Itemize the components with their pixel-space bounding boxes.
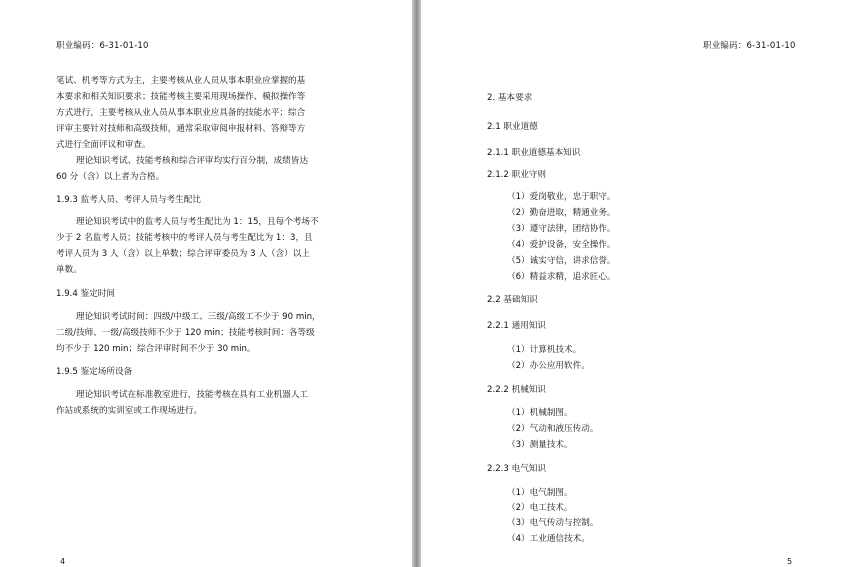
page-number: 5 — [787, 557, 793, 566]
paragraph-line: 理论知识考试中的监考人员与考生配比为 1：15，且每个考场不 — [76, 217, 319, 227]
paragraph-line: 单数。 — [56, 265, 82, 275]
section-heading: 1.9.5 鉴定场所设备 — [56, 367, 133, 377]
paragraph-line: 60 分（含）以上者为合格。 — [56, 172, 165, 182]
page-gutter — [412, 0, 421, 567]
section-heading: 2.1.1 职业道德基本知识 — [487, 148, 581, 158]
list-item: （2）气动和液压传动。 — [507, 424, 599, 434]
right-page — [421, 0, 856, 567]
section-heading: 2.1.2 职业守则 — [487, 170, 546, 180]
list-item: （1）电气制图。 — [507, 488, 573, 498]
section-heading: 1.9.3 监考人员、考评人员与考生配比 — [56, 195, 201, 205]
page-number: 4 — [60, 557, 66, 566]
list-item: （2）电工技术。 — [507, 503, 573, 513]
list-item: （3）测量技术。 — [507, 440, 573, 450]
paragraph-line: 均不少于 120 min；综合评审时间不少于 30 min。 — [56, 344, 256, 354]
list-item: （2）办公应用软件。 — [507, 361, 590, 371]
section-heading: 2.2.2 机械知识 — [487, 385, 546, 395]
paragraph-line: 考评人员为 3 人（含）以上单数；综合评审委员为 3 人（含）以上 — [56, 249, 310, 259]
left-page — [0, 0, 412, 567]
list-item: （1）爱岗敬业，忠于职守。 — [507, 192, 616, 202]
list-item: （1）计算机技术。 — [507, 345, 582, 355]
paragraph-line: 理论知识考试、技能考核和综合评审均实行百分制，成绩皆达 — [76, 156, 309, 166]
paragraph-line: 二级/技师、一级/高级技师不少于 120 min；技能考核时间：各等级 — [56, 328, 315, 338]
paragraph-line: 作站或系统的实训室或工作现场进行。 — [56, 406, 203, 416]
paragraph-line: 方式进行，主要考核从业人员从事本职业应具备的技能水平；综合 — [56, 108, 306, 118]
list-item: （4）爱护设备，安全操作。 — [507, 240, 616, 250]
section-heading: 2. 基本要求 — [487, 93, 533, 103]
section-heading: 2.2 基础知识 — [487, 295, 538, 305]
page-header: 职业编码：6-31-01-10 — [56, 41, 149, 51]
section-heading: 2.2.3 电气知识 — [487, 464, 546, 474]
paragraph-line: 式进行全面评议和审查。 — [56, 140, 151, 150]
paragraph-line: 理论知识考试时间：四级/中级工、三级/高级工不少于 90 min， — [76, 312, 321, 322]
list-item: （3）遵守法律，团结协作。 — [507, 224, 616, 234]
paragraph-line: 本要求和相关知识要求；技能考核主要采用现场操作、模拟操作等 — [56, 92, 306, 102]
section-heading: 2.1 职业道德 — [487, 122, 538, 132]
paragraph-line: 理论知识考试在标准教室进行，技能考核在具有工业机器人工 — [76, 390, 309, 400]
list-item: （4）工业通信技术。 — [507, 534, 590, 544]
page-header: 职业编码：6-31-01-10 — [703, 41, 796, 51]
list-item: （2）勤奋进取，精通业务。 — [507, 208, 616, 218]
section-heading: 2.2.1 通用知识 — [487, 321, 546, 331]
paragraph-line: 少于 2 名监考人员；技能考核中的考评人员与考生配比为 1：3，且 — [56, 233, 313, 243]
list-item: （1）机械制图。 — [507, 408, 573, 418]
section-heading: 1.9.4 鉴定时间 — [56, 289, 115, 299]
list-item: （6）精益求精，追求匠心。 — [507, 272, 616, 282]
list-item: （3）电气传动与控制。 — [507, 518, 599, 528]
list-item: （5）诚实守信，讲求信誉。 — [507, 256, 616, 266]
paragraph-line: 笔试、机考等方式为主，主要考核从业人员从事本职业应掌握的基 — [56, 76, 306, 86]
paragraph-line: 评审主要针对技师和高级技师，通常采取审阅申报材料、答辩等方 — [56, 124, 306, 134]
